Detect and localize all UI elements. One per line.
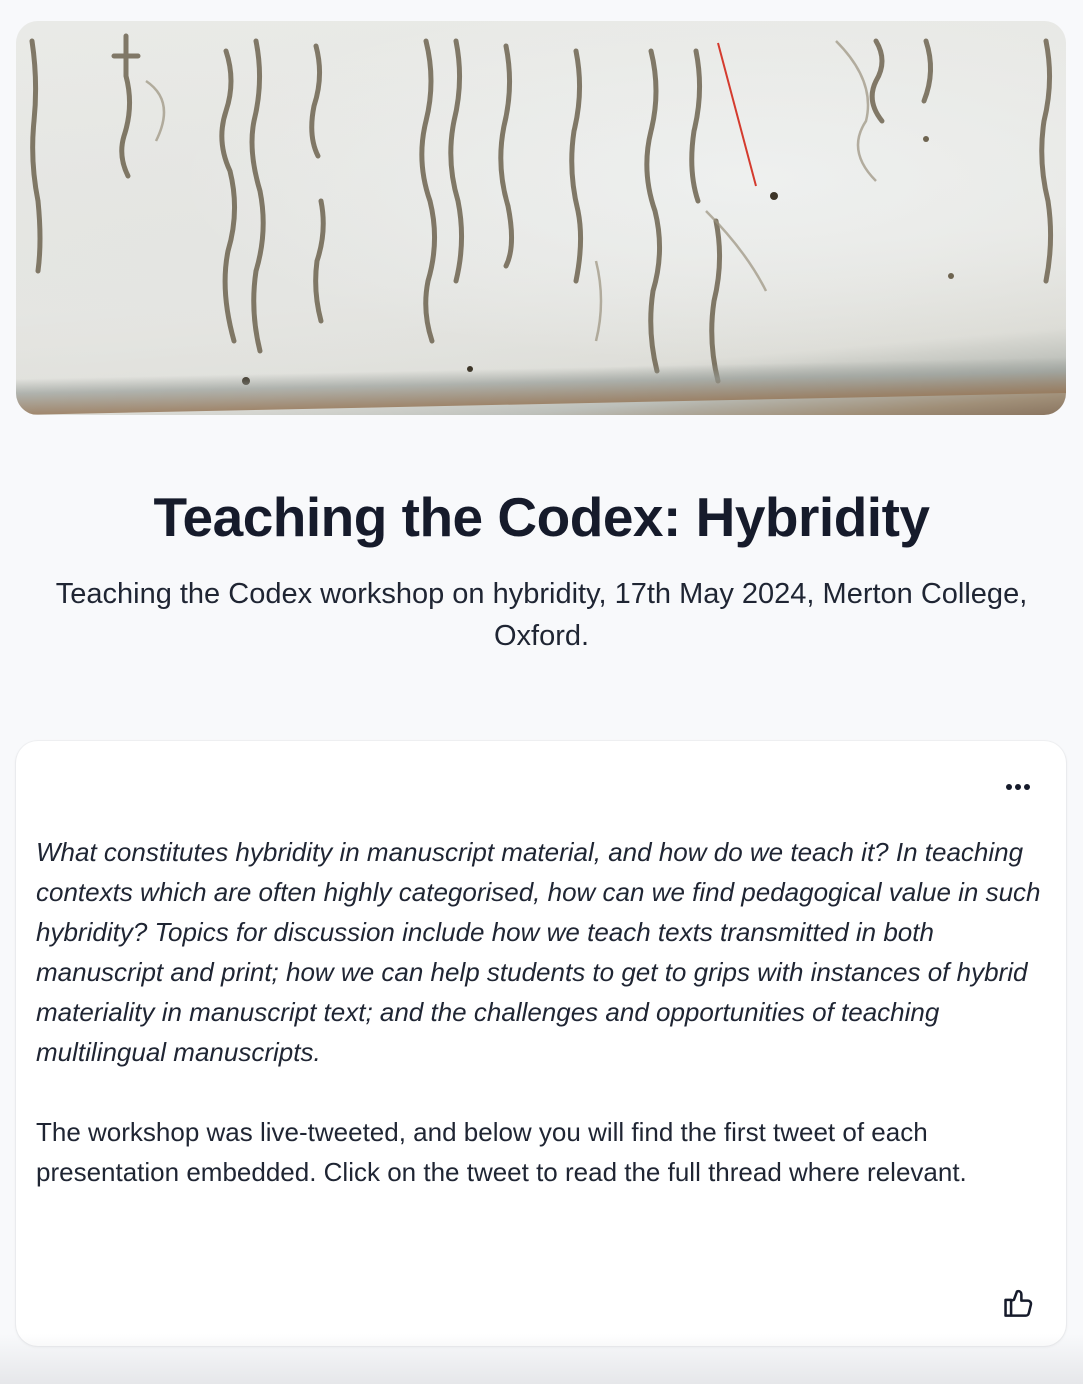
page-title: Teaching the Codex: Hybridity <box>153 486 930 548</box>
card-body <box>36 832 1051 1192</box>
like-button[interactable] <box>1000 1284 1038 1322</box>
intro-paragraph: What constitutes hybridity in manuscript material, and how do we teach it? In teaching contexts which are often highly categorised, how can we find pedagogical value in such hybridity? Topics for discussion include how we teach texts transmitted in both manuscript and print; how we can help students to get to grips with instances of hybrid materiality in manuscript text; and the challenges and opportunities of teaching multilingual manuscripts. <box>36 837 1041 1067</box>
more-options-button[interactable] <box>1002 775 1034 799</box>
more-horizontal-icon-dot <box>1024 784 1030 790</box>
more-horizontal-icon <box>1006 784 1012 790</box>
thumbs-up-icon <box>1000 1284 1038 1322</box>
manuscript-script-illustration <box>16 21 1066 415</box>
live-tweet-note: The workshop was live-tweeted, and below you will find the first tweet of each presentation embedded. Click on the tweet to read the full thread where relevant. <box>36 1117 967 1187</box>
hero-manuscript-image <box>16 21 1066 415</box>
page-subtitle: Teaching the Codex workshop on hybridity, 17th May 2024, Merton College, Oxford. <box>55 578 1028 652</box>
more-horizontal-icon-dot <box>1015 784 1021 790</box>
description-card <box>16 741 1066 1346</box>
